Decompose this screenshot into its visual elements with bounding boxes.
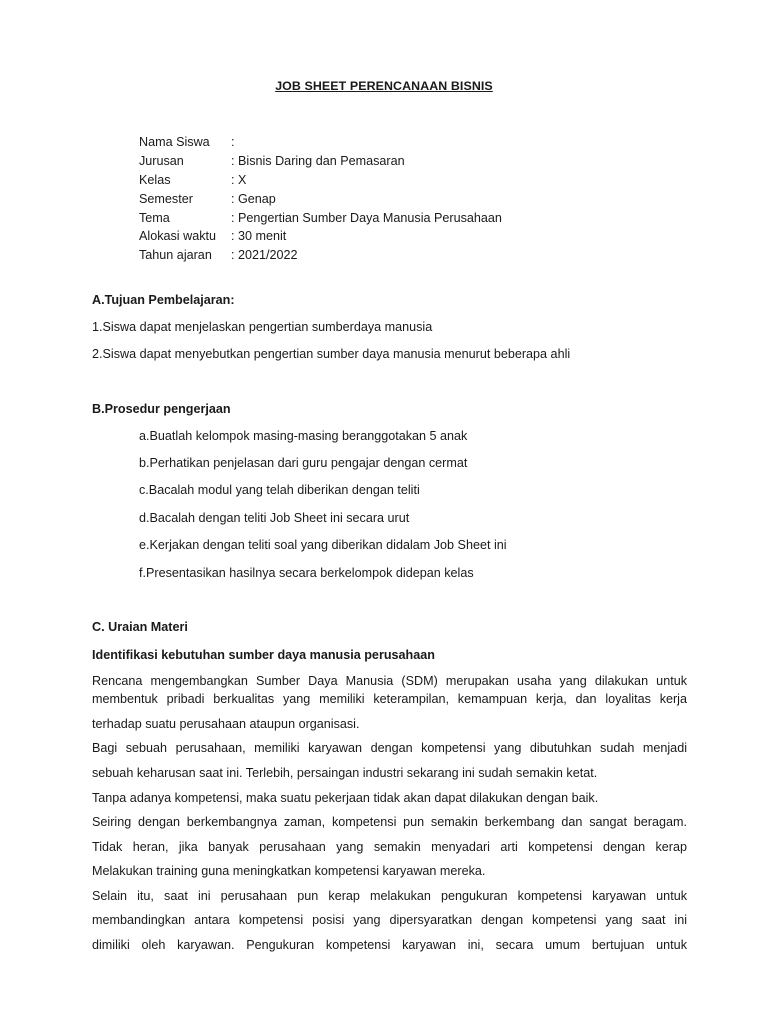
info-value: : Genap — [231, 191, 276, 206]
document-title: JOB SHEET PERENCANAAN BISNIS — [275, 79, 493, 93]
body-line: membandingkan antara kompetensi posisi yang dipersyaratkan dengan kompetensi yang saat ini — [92, 913, 687, 927]
info-row-semester — [139, 190, 502, 209]
info-value: : — [231, 135, 235, 149]
body-line: Tidak heran, jika banyak perusahaan yang semakin menyadari arti kompetensi dengan kerap — [92, 840, 687, 854]
info-label: Tema — [139, 210, 170, 225]
body-line: Bagi sebuah perusahaan, memiliki karyawan dengan kompetensi yang dibutuhkan sudah menjadi — [92, 741, 687, 755]
info-value: : 30 menit — [231, 229, 287, 244]
body-line: Selain itu, saat ini perusahaan pun kerap melakukan pengukuran kompetensi karyawan untuk — [92, 889, 687, 903]
procedure-item: b.Perhatikan penjelasan dari guru pengajar dengan cermat — [139, 456, 468, 470]
procedure-item: e.Kerjakan dengan teliti soal yang diberikan didalam Job Sheet ini — [139, 538, 507, 552]
body-line: Melakukan training guna meningkatkan kompetensi karyawan mereka. — [92, 864, 486, 878]
student-info-block — [139, 133, 502, 265]
info-value: : Pengertian Sumber Daya Manusia Perusahaan — [231, 210, 502, 225]
procedure-item: f.Presentasikan hasilnya secara berkelompok didepan kelas — [139, 566, 474, 580]
procedure-item: a.Buatlah kelompok masing-masing beranggotakan 5 anak — [139, 429, 468, 443]
info-label: Jurusan — [139, 153, 184, 168]
info-value: : Bisnis Daring dan Pemasaran — [231, 153, 405, 168]
info-label: Tahun ajaran — [139, 248, 212, 263]
info-value: : X — [231, 172, 247, 187]
info-row-tema — [139, 209, 502, 228]
body-line: sebuah keharusan saat ini. Terlebih, persaingan industri sekarang ini sudah semakin ketat. — [92, 766, 598, 780]
info-label: Semester — [139, 191, 193, 206]
section-a-heading: A.Tujuan Pembelajaran: — [92, 293, 235, 307]
body-line: Seiring dengan berkembangnya zaman, kompetensi pun semakin berkembang dan sangat beragam. — [92, 815, 687, 829]
info-row-kelas — [139, 171, 502, 190]
procedure-item: d.Bacalah dengan teliti Job Sheet ini secara urut — [139, 511, 410, 525]
body-line: terhadap suatu perusahaan ataupun organisasi. — [92, 717, 360, 731]
info-row-nama — [139, 133, 502, 152]
body-line: membentuk pribadi berkualitas yang memiliki keterampilan, kemampuan kerja, dan loyalitas kerja — [92, 692, 687, 706]
objective-item: 2.Siswa dapat menyebutkan pengertian sumber daya manusia menurut beberapa ahli — [92, 347, 571, 361]
info-row-jurusan — [139, 152, 502, 171]
info-value: : 2021/2022 — [231, 248, 298, 263]
procedure-item: c.Bacalah modul yang telah diberikan dengan teliti — [139, 483, 420, 497]
info-row-tahun — [139, 246, 502, 265]
info-label: Alokasi waktu — [139, 229, 216, 244]
info-row-alokasi — [139, 227, 502, 246]
body-line: Tanpa adanya kompetensi, maka suatu pekerjaan tidak akan dapat dilakukan dengan baik. — [92, 791, 599, 805]
body-line: dimiliki oleh karyawan. Pengukuran kompetensi karyawan ini, secara umum bertujuan untuk — [92, 938, 687, 952]
info-label: Kelas — [139, 172, 171, 187]
body-line: Rencana mengembangkan Sumber Daya Manusia (SDM) merupakan usaha yang dilakukan untuk — [92, 674, 687, 688]
info-label: Nama Siswa — [139, 135, 210, 149]
section-c-heading: C. Uraian Materi — [92, 620, 188, 634]
objective-item: 1.Siswa dapat menjelaskan pengertian sumberdaya manusia — [92, 320, 433, 334]
section-b-heading: B.Prosedur pengerjaan — [92, 402, 231, 416]
section-c-subheading: Identifikasi kebutuhan sumber daya manusia perusahaan — [92, 648, 435, 662]
